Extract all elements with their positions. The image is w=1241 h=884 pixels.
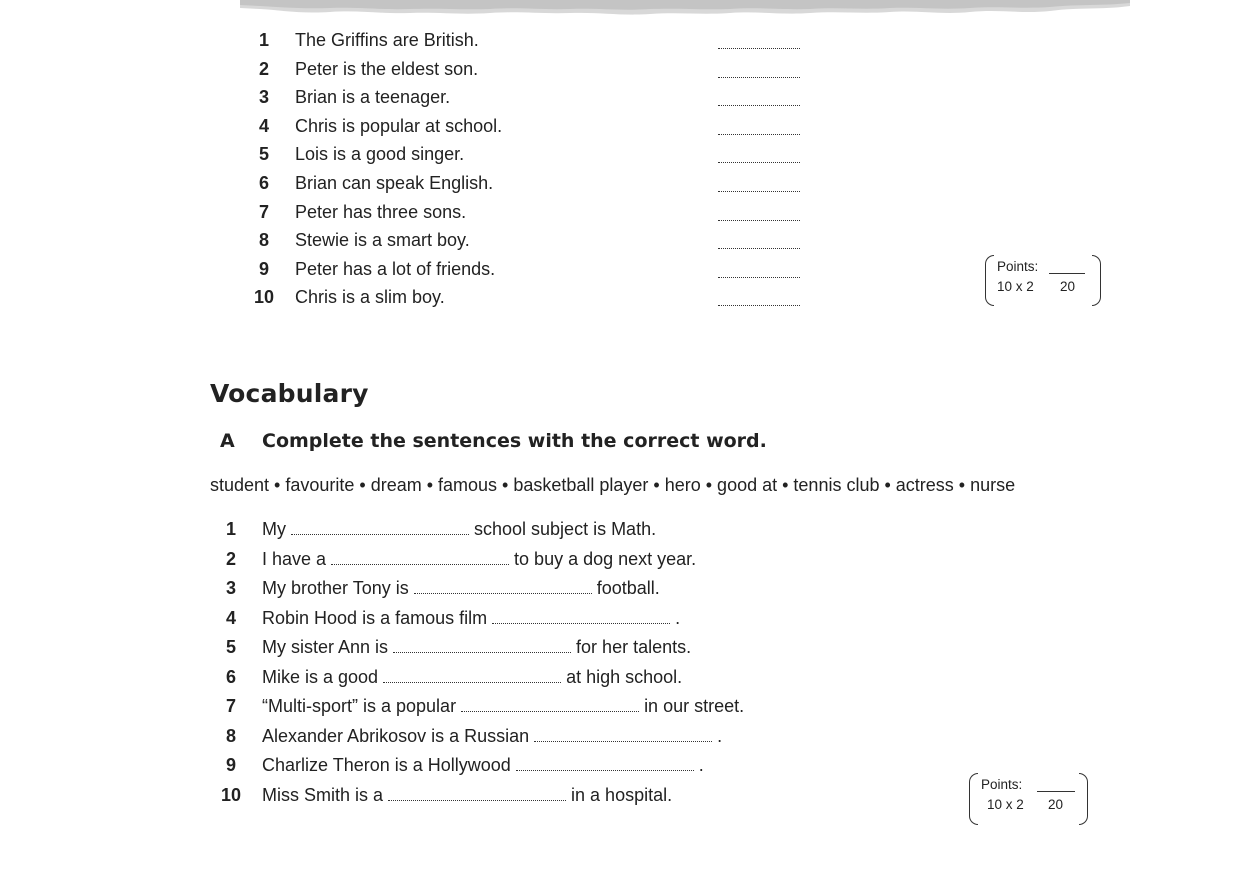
sentence-start: My sister Ann is: [262, 637, 389, 657]
statement-text: Brian can speak English.: [295, 172, 494, 193]
sentence-end: .: [675, 607, 681, 628]
answer-blank[interactable]: [516, 758, 694, 771]
points-label: Points:: [997, 259, 1039, 274]
answer-blank[interactable]: [718, 150, 800, 163]
sentence-start: Alexander Abrikosov is a Russian: [262, 725, 530, 746]
answer-blank[interactable]: [718, 65, 800, 78]
item-number: 6: [258, 172, 269, 193]
answer-blank[interactable]: [718, 208, 800, 221]
points-score-blank[interactable]: [1037, 791, 1075, 792]
points-multiplier: 10 x 2: [987, 797, 1024, 812]
sentence: [262, 696, 744, 717]
sentence-end: .: [698, 755, 704, 775]
list-item: [250, 30, 810, 59]
answer-blank[interactable]: [461, 699, 639, 712]
torn-paper-edge: [240, 0, 1130, 16]
points-box-true-false: [985, 255, 1101, 306]
list-item: [250, 287, 810, 316]
sentence-end: in a hospital.: [571, 784, 673, 805]
points-total: 20: [1048, 797, 1064, 812]
sentence: [262, 549, 696, 570]
answer-blank[interactable]: [492, 611, 670, 624]
true-false-list: [250, 30, 810, 316]
section-title-vocabulary: Vocabulary: [210, 379, 369, 408]
right-bracket: [1092, 255, 1101, 306]
sentence-end: school subject is Math.: [474, 519, 657, 539]
sentence-start: I have a: [262, 548, 327, 569]
statement-text: Peter is the eldest son.: [295, 58, 479, 79]
answer-blank[interactable]: [718, 36, 800, 49]
answer-blank[interactable]: [291, 522, 469, 535]
list-item: [250, 173, 810, 202]
sentence-end: .: [717, 725, 723, 746]
list-item: [250, 87, 810, 116]
sentence-start: My: [262, 519, 286, 539]
statement-text: Stewie is a smart boy.: [295, 230, 470, 251]
answer-blank[interactable]: [393, 640, 571, 653]
answer-blank[interactable]: [534, 729, 712, 742]
right-bracket: [1079, 773, 1088, 825]
sentence: [262, 755, 704, 776]
item-number: 4: [225, 607, 236, 628]
item-number: 3: [225, 578, 236, 598]
sentence: [262, 785, 672, 806]
statement-text: The Griffins are British.: [295, 30, 479, 50]
list-item: [250, 259, 810, 288]
points-total: 20: [1060, 279, 1076, 294]
sentence-end: football.: [596, 578, 660, 598]
item-number: 10: [220, 784, 242, 805]
answer-blank[interactable]: [718, 236, 800, 249]
sentence: [262, 608, 680, 629]
answer-blank[interactable]: [388, 788, 566, 801]
answer-blank[interactable]: [383, 670, 561, 683]
sentence-end: to buy a dog next year.: [514, 548, 697, 569]
item-number: 9: [258, 258, 269, 279]
sentence: [262, 578, 660, 599]
points-score-blank[interactable]: [1049, 273, 1085, 274]
item-number: 9: [225, 755, 236, 775]
item-number: 10: [253, 287, 275, 308]
item-number: 4: [258, 115, 269, 136]
list-item: [250, 230, 810, 259]
answer-blank[interactable]: [718, 122, 800, 135]
item-number: 7: [225, 696, 236, 716]
answer-blank[interactable]: [718, 93, 800, 106]
item-number: 1: [225, 519, 236, 539]
statement-text: Peter has three sons.: [295, 201, 467, 222]
sentence: [262, 667, 682, 688]
list-item: [250, 59, 810, 88]
sentence-start: Robin Hood is a famous film: [262, 607, 488, 628]
statement-text: Brian is a teenager.: [295, 87, 451, 108]
list-item: [250, 202, 810, 231]
task-letter: A: [220, 430, 235, 452]
item-number: 8: [225, 725, 236, 746]
item-number: 6: [225, 666, 236, 687]
sentence-start: Charlize Theron is a Hollywood: [262, 755, 511, 775]
left-bracket: [969, 773, 978, 825]
item-number: 8: [258, 230, 269, 251]
item-number: 3: [258, 87, 269, 108]
answer-blank[interactable]: [414, 581, 592, 594]
task-heading: [220, 430, 767, 452]
statement-text: Peter has a lot of friends.: [295, 258, 496, 279]
item-number: 7: [258, 201, 269, 222]
answer-blank[interactable]: [718, 265, 800, 278]
word-bank: student • favourite • dream • famous • basketball player • hero • good at • tennis club • actress • nurse: [210, 475, 1016, 495]
sentence-end: for her talents.: [576, 637, 692, 657]
item-number: 2: [225, 548, 236, 569]
item-number: 1: [258, 30, 269, 50]
answer-blank[interactable]: [331, 552, 509, 565]
sentence-start: Miss Smith is a: [262, 784, 384, 805]
statement-text: Chris is popular at school.: [295, 115, 503, 136]
sentence-start: “Multi-sport” is a popular: [262, 696, 457, 716]
item-number: 5: [258, 144, 269, 165]
sentence: [262, 519, 656, 540]
sentence-end: in our street.: [644, 696, 745, 716]
sentence-end: at high school.: [566, 666, 683, 687]
item-number: 5: [225, 637, 236, 657]
answer-blank[interactable]: [718, 293, 800, 306]
points-label: Points:: [981, 777, 1023, 792]
item-number: 2: [258, 58, 269, 79]
sentence-start: Mike is a good: [262, 666, 379, 687]
statement-text: Lois is a good singer.: [295, 144, 465, 165]
statement-text: Chris is a slim boy.: [295, 287, 445, 308]
list-item: [250, 116, 810, 145]
task-instruction: Complete the sentences with the correct word.: [262, 430, 767, 452]
points-multiplier: 10 x 2: [997, 279, 1034, 294]
answer-blank[interactable]: [718, 179, 800, 192]
sentence: [262, 726, 722, 747]
list-item: [250, 144, 810, 173]
points-box-vocabulary: [969, 773, 1088, 825]
sentence: [262, 637, 691, 658]
sentence-start: My brother Tony is: [262, 578, 409, 598]
left-bracket: [985, 255, 994, 306]
